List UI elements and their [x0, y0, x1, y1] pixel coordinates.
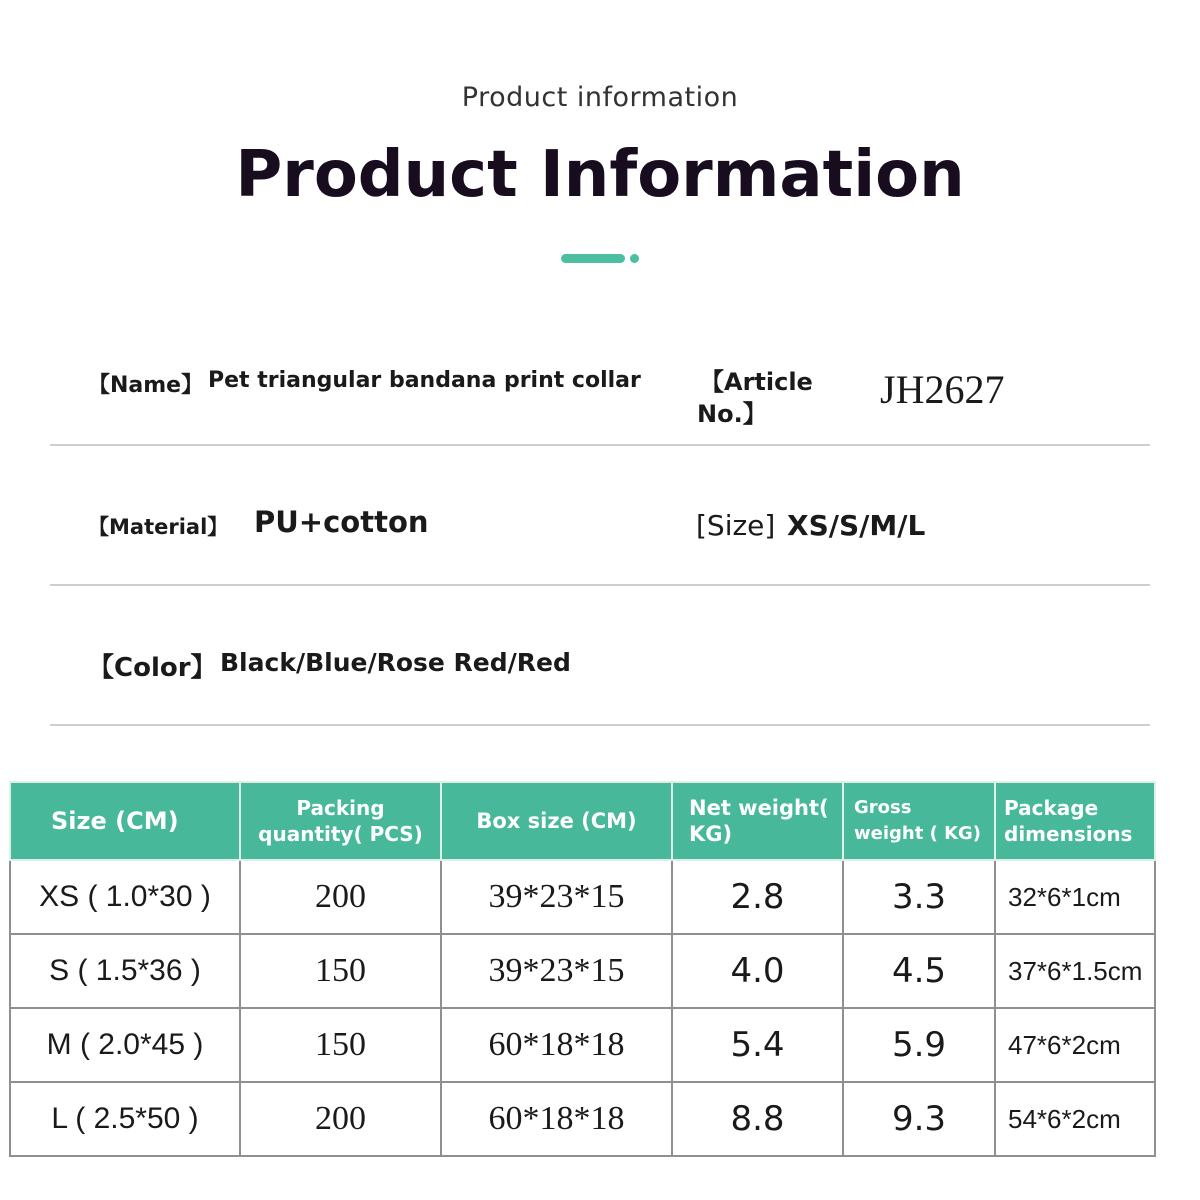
page-title: Product Information — [235, 138, 965, 212]
cell-packing-quantity: 200 — [240, 860, 441, 934]
cell-package-dimensions: 47*6*2cm — [995, 1008, 1155, 1082]
cell-size: M ( 2.0*45 ) — [10, 1008, 240, 1082]
color-value: Black/Blue/Rose Red/Red — [220, 648, 571, 677]
table-row — [10, 934, 1155, 1008]
cell-package-dimensions: 32*6*1cm — [995, 860, 1155, 934]
info-row-color — [50, 620, 1150, 726]
page-subtitle: Product information — [461, 82, 739, 113]
header-net-weight: Net weight( KG) — [672, 782, 843, 860]
info-row-name — [50, 340, 1150, 446]
cell-packing-quantity: 150 — [240, 1008, 441, 1082]
cell-net-weight: 5.4 — [672, 1008, 843, 1082]
cell-box-size: 60*18*18 — [441, 1008, 672, 1082]
cell-gross-weight: 9.3 — [843, 1082, 995, 1156]
cell-gross-weight: 3.3 — [843, 860, 995, 934]
article-label-line2: No.】 — [697, 400, 767, 428]
divider-bar — [561, 254, 625, 263]
header-package-dimensions: Package dimensions — [995, 782, 1155, 860]
header-gross-weight: Gross weight ( KG) — [843, 782, 995, 860]
name-label: 【Name】 — [88, 373, 204, 398]
table-row — [10, 860, 1155, 934]
cell-size: L ( 2.5*50 ) — [10, 1082, 240, 1156]
header-packing-quantity: Packing quantity( PCS) — [240, 782, 441, 860]
cell-gross-weight: 4.5 — [843, 934, 995, 1008]
material-value: PU+cotton — [254, 505, 429, 539]
table-row — [10, 1008, 1155, 1082]
cell-box-size: 39*23*15 — [441, 860, 672, 934]
header-size: Size (CM) — [10, 782, 240, 860]
size-value: XS/S/M/L — [787, 509, 926, 542]
table-header-row — [10, 782, 1155, 860]
info-row-material — [50, 480, 1150, 586]
cell-gross-weight: 5.9 — [843, 1008, 995, 1082]
material-label: 【Material】 — [88, 515, 229, 539]
cell-box-size: 60*18*18 — [441, 1082, 672, 1156]
cell-box-size: 39*23*15 — [441, 934, 672, 1008]
header-box-size: Box size (CM) — [441, 782, 672, 860]
cell-net-weight: 8.8 — [672, 1082, 843, 1156]
article-value: JH2627 — [880, 367, 1005, 412]
cell-net-weight: 4.0 — [672, 934, 843, 1008]
color-label: 【Color】 — [88, 653, 217, 683]
size-spec-table — [9, 781, 1156, 1157]
title-divider — [561, 254, 641, 264]
cell-net-weight: 2.8 — [672, 860, 843, 934]
size-label: [Size] — [696, 509, 776, 542]
cell-size: S ( 1.5*36 ) — [10, 934, 240, 1008]
cell-package-dimensions: 54*6*2cm — [995, 1082, 1155, 1156]
cell-size: XS ( 1.0*30 ) — [10, 860, 240, 934]
article-label-line1: 【Article — [700, 368, 813, 396]
cell-packing-quantity: 150 — [240, 934, 441, 1008]
cell-package-dimensions: 37*6*1.5cm — [995, 934, 1155, 1008]
cell-packing-quantity: 200 — [240, 1082, 441, 1156]
table-row — [10, 1082, 1155, 1156]
name-value: Pet triangular bandana print collar — [208, 368, 641, 393]
divider-dot — [630, 254, 639, 263]
